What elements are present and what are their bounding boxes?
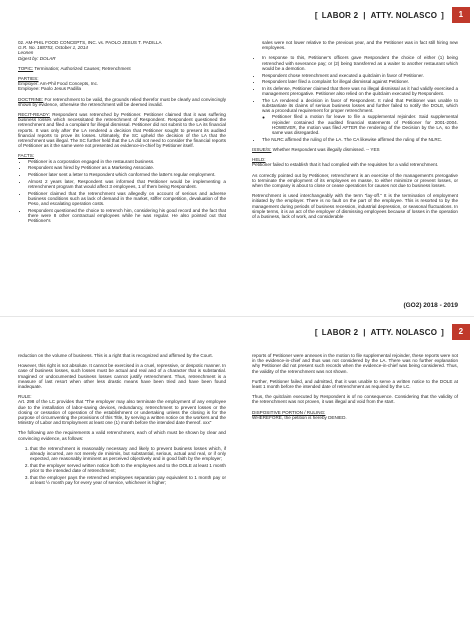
page-number-badge: 2 (452, 324, 470, 340)
requirements-intro: The following are the requirements a valid retrenchment, each of which must be shown by clear and convincing evidence, as follows: (18, 430, 226, 441)
requirements-list (18, 446, 226, 485)
list-item: 3. that the employer pays the retrenched employees separation pay equivalent to 1 month pay or at least ½ month pay for every year of service, whichever is higher; (30, 475, 226, 485)
right-column (252, 353, 458, 425)
gr-number: G.R. No. 188753, October 1, 2014 (18, 45, 88, 51)
page-number-badge: 1 (452, 7, 470, 23)
paragraph: reduction on the volume of business. This is a right that is recognized and affirmed by the Court. (18, 353, 213, 358)
topic: TOPIC: Termination; Authorized Causes; Retrenchment (18, 65, 131, 71)
list-item: • Petitioner is a corporation engaged in the restaurant business. (28, 159, 226, 164)
list-item: • Petitioner later sent a letter to Respondent which conformed the latter's regular employment. (28, 172, 226, 177)
page-header: [ LABOR 2 | ATTY. NOLASCO ] 1 (311, 6, 470, 24)
page-header: [ LABOR 2 | ATTY. NOLASCO ] 2 (311, 323, 470, 341)
paragraph: reports of Petitioner were annexes in the motion to file supplemental rejoinder, these reports were not in the evidence-in-chief and thus was not considered by the LA. There was no further explanation why Petitioner did not present such records when the evidence-in-chief was being considered. Thus, the validity of the retrenchment was not shown. (252, 353, 458, 374)
list-item: • The LA rendered a decision in favor of Respondent. It ruled that Petitioner was unable to substantiate its claims of serious business losses and further failed to notify the DOLE, which was a procedural requirement for proper retrenchment. ◦ Petitioner filed a motion for leave to file a supplemental rejoinder. Said supplemental rejoinder contained the audited financial statements of Petitioner for 2001-2004. HOWEVER, the motion was filed AFTER the rendering of the Decision by the LA, so the same was disregarded. (262, 98, 458, 135)
held-paragraph-3: Retrenchment is used interchangeably with the term "lay-off." It is the termination of employment initiated by the employer. There is no fault on the part of the employee. This is resorted to by the management during periods of business recession, industrial depression, or seasonal fluctuations. In simple terms, it is an act of the employer of dismissing employees because of losses in the operation of a business, lack of work, and considerable (252, 193, 458, 219)
facts-list (18, 159, 226, 224)
employer: Employer: Am-Phil Food Concepts, Inc. (18, 81, 99, 87)
sub-list (262, 114, 458, 135)
list-item: • In response to this, Petitioner's officers gave Respondent the choice of either (1) being retrenched with severance pay; or (2) being transferred as a waiter to another restaurant which would be a demotion. (262, 55, 458, 71)
held-paragraph-2: As correctly pointed out by Petitioner, retrenchment is an exercise of the management's prerogative to terminate the employment of its employees en masse, to either minimize or prevent losses, or when the company is about to close or cease operations for causes not due to business losses. (252, 172, 458, 188)
paragraph: Further, Petitioner failed, and admitted, that it was unable to serve a written notice to the DOLE at least 1 month before the intended date of retrenchment as required by the LC. (252, 378, 458, 390)
list-item: • Respondent chose retrenchment and executed a quitclaim in favor of Petitioner. (262, 73, 458, 78)
left-column (18, 40, 226, 228)
paragraph: Thus, the quitclaim executed by Respondent is of no consequence. Considering that the validity of the retrenchment was not proven, it was illegal and void from the start. (252, 394, 458, 405)
facts-heading: FACTS: (18, 153, 35, 159)
rule-text: Art. 298 of the LC provides that "The employer may also terminate the employment of any employee due to the installation of labor-saving devices, redundancy, retrenchment to prevent losses or the closing or cessation of operation of the establishment or undertaking unless the closing is for the purpose of circumventing the provisions of this Title, by serving a written notice on the workers and the Ministry of Labor and Employment at least one (1) month before the intended date thereof. xxx" (18, 399, 226, 426)
course-label: LABOR 2 (321, 10, 359, 20)
facts-list-continued (252, 55, 458, 142)
sub-list-item: ◦ Petitioner filed a motion for leave to file a supplemental rejoinder. Said supplemental rejoinder contained the audited financial statements of Petitioner for 2001-2004. HOWEVER, the motion was filed AFTER the rendering of the Decision by the LA, so the same was disregarded. (272, 114, 458, 135)
paragraph: However, this right is not absolute. It cannot be exercised in a cruel, repressive, or despotic manner. In case of business losses, such losses must be actual and real and of a character that is substantial. Imagined or undocumented business losses cannot justify retrenchment. Thus, retrenchment is a measure of last resort when other less drastic means have been tried and have been found inadequate. (18, 363, 226, 390)
author-label: ATTY. NOLASCO (370, 327, 438, 337)
recit-ready: RECIT-READY: Respondent was retrenched by Petitioner. Petitioner claimed that it was suffering business losses which necessitated the retrenchment of Respondent. Respondent questioned the retrenchment and filed a complaint for illegal dismissal. Petitioner did not submit to the LA its financial reports. It was only after the LA rendered a decision that Petitioner sought to present its audited financial reports to prove its losses. Ultimately, the SC upheld the decision of the LA that the retrenchment was illegal. The SC further held that the LA did not need to consider the financial reports of Petitioner as it the same were not presented as evidence-in-chief by Petitioner itself. (18, 112, 226, 149)
page-1 (0, 0, 474, 316)
author-label: ATTY. NOLASCO (370, 10, 438, 20)
page-2 (0, 316, 474, 633)
list-item: • In its defense, Petitioner claimed that there was no illegal dismissal as it had validly exercised a management prerogative. Petitioner also relied on the quitclaim executed by Respondent. (262, 86, 458, 96)
list-item: • Petitioner claimed that the retrenchment was allegedly on account of serious and adverse business conditions such as lack of demand in the market, stiffer competition, devaluation of the Peso, and escalating operation costs. (28, 191, 226, 207)
course-label: LABOR 2 (321, 327, 359, 337)
rule-heading: RULE: (18, 394, 32, 400)
ponente: Leonen (18, 50, 34, 56)
list-item: • Respondent later filed a complaint for illegal dismissal against Petitioner. (262, 79, 458, 84)
dispositive-heading: DISPOSITIVE PORTION / RULING: (252, 409, 326, 415)
parties-heading: PARTIES: (18, 76, 39, 82)
employee: Employee: Paolo Jesus Padilla (18, 86, 82, 92)
page-footer: (GO2) 2018 - 2019 (403, 302, 458, 309)
held-heading: HELD: (252, 157, 266, 163)
list-item: • Respondent questioned the choice to retrench him, considering his good record and the fact that there were 8 other contractual employees while he was regular. He also pointed out that Petitioner's (28, 208, 226, 224)
held-text: Petitioner failed to establish that it had complied with the requisites for a valid retrenchment. (252, 162, 439, 168)
digest-by: Digest by: DOLAR (18, 55, 56, 61)
list-item: • Almost 2 years later, Respondent was informed that Petitioner would be implementing a retrenchment program that would affect 3 employees, 1 of them being Respondent. (28, 179, 226, 189)
list-item: 1. that the retrenchment is reasonably necessary and likely to prevent business losses which, if already incurred, are not merely de minimis, but substantial, serious, actual and real, or if only expected, are reasonably imminent as perceived objectively and in good faith by the employer; (30, 446, 226, 462)
facts-continued: sales were not lower relative to the previous year, and the Petitioner was in fact still hiring new employees. (262, 40, 458, 51)
left-column (18, 353, 226, 490)
issue: ISSUE/S: Whether Respondent was illegally dismissed. -- YES (252, 146, 380, 152)
case-title: 02. AM-PHIL FOOD CONCEPTS, INC. vs. PAOLO JESUS T. PADILLA (18, 40, 162, 45)
list-item: 2. that the employer served written notice both to the employees and to the DOLE at least 1 month prior to the intended date of retrenchment; (30, 463, 226, 473)
list-item: • The NLRC affirmed the ruling of the LA. The CA likewise affirmed the ruling of the NLRC. (262, 137, 458, 142)
list-item: • Respondent was hired by Petitioner as a Marketing Associate. (28, 165, 226, 170)
doctrine: DOCTRINE: For retrenchment to be valid, the grounds relied therefor must be clearly and convincingly shown by evidence, otherwise the retrenchment will be deemed invalid. (18, 96, 226, 107)
right-column (252, 40, 458, 224)
dispositive-text: WHEREFORE, the petition is hereby DENIED. (252, 414, 347, 420)
